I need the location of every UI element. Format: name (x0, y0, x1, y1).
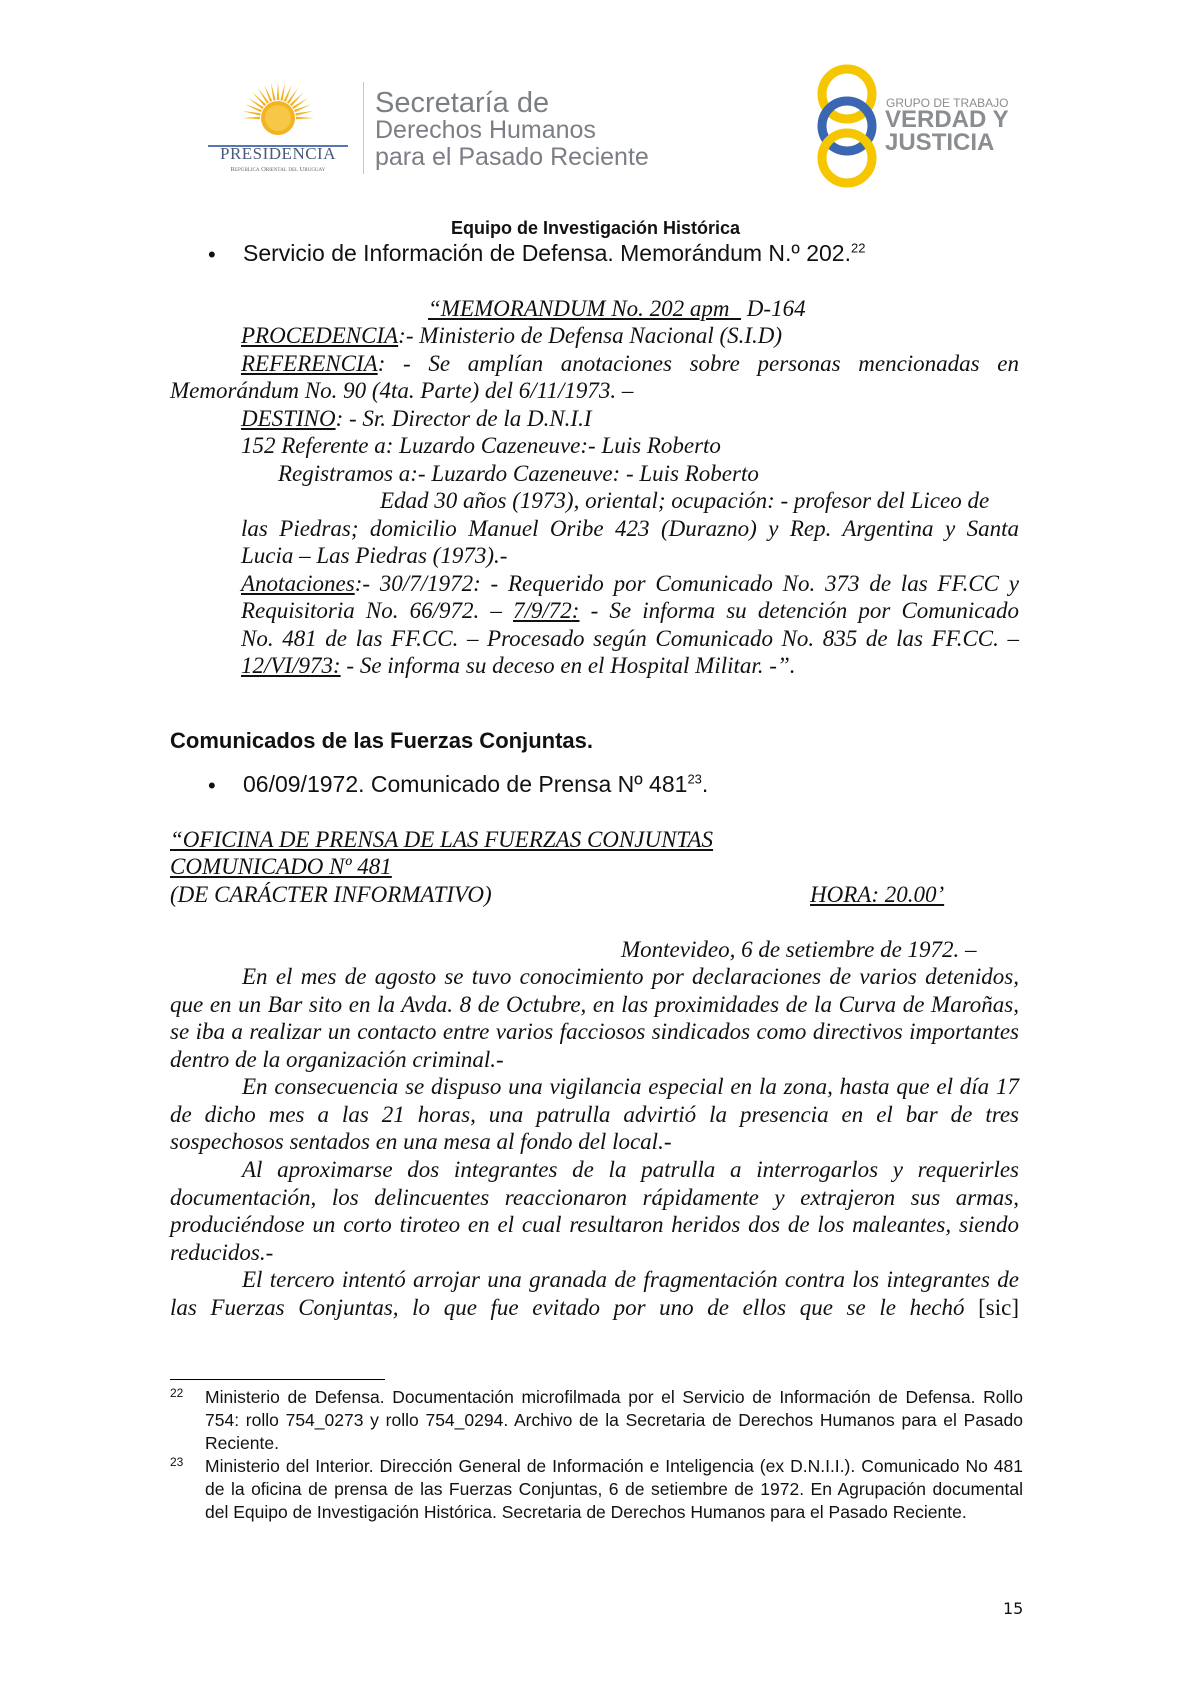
grupo-line2: VERDAD Y (885, 106, 1009, 133)
anot-line2-date: 7/9/72: (513, 598, 580, 623)
grupo-logo (812, 64, 1017, 188)
memo-code: D-164 (746, 296, 806, 321)
comunicado-paragraph-4 (170, 1266, 1019, 1321)
anot-line4-date: 12/VI/973: (241, 653, 341, 678)
grupo-line3: JUSTICIA (885, 129, 995, 156)
p1-text: En el mes de agosto se tuvo conocimiento por declaraciones de varios detenidos, que en un Bar sito en la Avda. 8 de Octubre, en las proximidades de la Curva de Maroñas, se iba a realizar un contacto entre varios facciosos sindicados como directivos importantes dentro de la organización criminal.- (170, 964, 1019, 1072)
memo-edad-2: las Piedras; domicilio Manuel Oribe 423 (Durazno) y Rep. Argentina y Santa (241, 516, 1019, 541)
comunicado-caracter: (DE CARÁCTER INFORMATIVO) (170, 882, 492, 907)
footnote-separator (170, 1379, 385, 1380)
secretaria-line3: para el Pasado Reciente (375, 143, 649, 171)
memo-referente: 152 Referente a: Luzardo Cazeneuve:- Luis Roberto (241, 433, 721, 458)
presidencia-subtitle: República Oriental del Uruguay (230, 166, 326, 173)
secretaria-line1: Secretaría de (375, 87, 550, 119)
secretaria-logo-text (375, 87, 649, 171)
memo-referencia (241, 351, 1019, 377)
anotaciones-text-1: :- 30/7/1972: - Requerido por Comunicado No. 373 de las FF.CC y (354, 571, 1019, 596)
section1-title-text: Servicio de Información de Defensa. Memorándum N.º 202. (243, 240, 851, 266)
procedencia-label: PROCEDENCIA (241, 323, 399, 348)
anotaciones-label: Anotaciones (241, 571, 355, 596)
footnote-22-number: 22 (170, 1386, 184, 1400)
memo-procedencia (241, 323, 782, 349)
memo-edad-3: Lucia – Las Piedras (1973).- (241, 543, 508, 568)
comunicado-hora: HORA: 20.00’ (810, 882, 945, 907)
secretaria-line2: Derechos Humanos (375, 116, 596, 144)
memo-anotaciones-2 (241, 598, 1019, 624)
memo-anotaciones (241, 571, 1019, 597)
bullet: • (208, 773, 216, 798)
p4-text: El tercero intentó arrojar una granada de fragmentación contra los integrantes de las Fuerzas Conjuntas, lo que fue evitado por uno de ellos que se le hechó (170, 1267, 1019, 1320)
memo-anotaciones-3: No. 481 de las FF.CC. – Procesado según Comunicado No. 835 de las FF.CC. – (241, 626, 1019, 651)
destino-text: : - Sr. Director de la D.N.I.I (335, 406, 592, 431)
section2-item-text: 06/09/1972. Comunicado de Prensa Nº 481 (243, 771, 688, 797)
team-title: Equipo de Investigación Histórica (450, 218, 741, 238)
presidencia-logo (198, 80, 358, 176)
procedencia-text: :- Ministerio de Defensa Nacional (S.I.D) (398, 323, 783, 348)
anot-line2-b: - Se informa su detención por Comunicado (579, 598, 1019, 623)
comunicado-paragraph-3 (170, 1156, 1019, 1266)
memo-anotaciones-4 (241, 653, 796, 679)
comunicado-paragraph-1 (170, 963, 1019, 1073)
footnote-ref-23: 23 (687, 771, 702, 787)
referencia-text-1: : - Se amplían anotaciones sobre personas mencionadas en (377, 351, 1019, 376)
memo-destino (241, 406, 592, 432)
memo-edad-1: Edad 30 años (1973), oriental; ocupación: - profesor del Liceo de (380, 488, 990, 513)
sic-mark: [sic] (978, 1294, 1020, 1320)
section2-item-end: . (701, 771, 709, 797)
memo-title: “MEMORANDUM No. 202 apm (428, 296, 730, 321)
memo-registramos: Registramos a:- Luzardo Cazeneuve: - Luis Roberto (278, 461, 759, 486)
footnote-ref-22: 22 (850, 240, 866, 256)
destino-label: DESTINO (241, 406, 336, 431)
section2-heading: Comunicados de las Fuerzas Conjuntas. (170, 728, 593, 753)
grupo-line1: GRUPO DE TRABAJO (886, 96, 1009, 110)
section2-item (243, 771, 708, 798)
comunicado-paragraph-2 (170, 1073, 1019, 1156)
comunicado-oficina: “OFICINA DE PRENSA DE LAS FUERZAS CONJUNTAS (170, 827, 714, 852)
sun-icon (198, 80, 358, 150)
memo-referencia-cont: Memorándum No. 90 (4ta. Parte) del 6/11/1973. – (170, 378, 634, 403)
comunicado-fecha: Montevideo, 6 de setiembre de 1972. – (621, 937, 977, 962)
page-number: 15 (1003, 1599, 1024, 1618)
anot-line2-a: Requisitoria No. 66/972. – (241, 598, 514, 623)
comunicado-numero: COMUNICADO Nº 481 (170, 854, 392, 879)
section1-title (243, 240, 865, 267)
anot-line4-b: - Se informa su deceso en el Hospital Militar. -”. (340, 653, 796, 678)
referencia-label: REFERENCIA (241, 351, 378, 376)
presidencia-name: PRESIDENCIA (219, 144, 336, 163)
footnote-22-text: Ministerio de Defensa. Documentación microfilmada por el Servicio de Información de Defensa. Rollo 754: rollo 754_0273 y rollo 754_0294. Archivo de la Secretaria de Derechos Humanos para el Pasado Reciente. (205, 1387, 1023, 1453)
footnote-23-number: 23 (170, 1455, 184, 1469)
logo-divider (363, 82, 364, 174)
bullet: • (208, 242, 216, 267)
footnote-23-text: Ministerio del Interior. Dirección General de Información e Inteligencia (ex D.N.I.I.). Comunicado No 481 de la oficina de prensa de las Fuerzas Conjuntas, 6 de setiembre de 1972. En Agrupación documental del Equipo de Investigación Histórica. Secretaria de Derechos Humanos para el Pasado Reciente. (205, 1456, 1023, 1522)
p2-text: En consecuencia se dispuso una vigilancia especial en la zona, hasta que el día 17 de dicho mes a las 21 horas, una patrulla advirtió la presencia en el bar de tres sospechosos sentados en una mesa al fondo del local.- (170, 1074, 1019, 1155)
p3-text: Al aproximarse dos integrantes de la patrulla a interrogarlos y requerirles documentación, los delincuentes reaccionaron rápidamente y extrajeron sus armas, produciéndose un corto tiroteo en el cual resultaron heridos dos de los maleantes, siendo reducidos.- (170, 1157, 1019, 1265)
memo-title-line (428, 296, 806, 322)
rings-icon (812, 64, 882, 188)
